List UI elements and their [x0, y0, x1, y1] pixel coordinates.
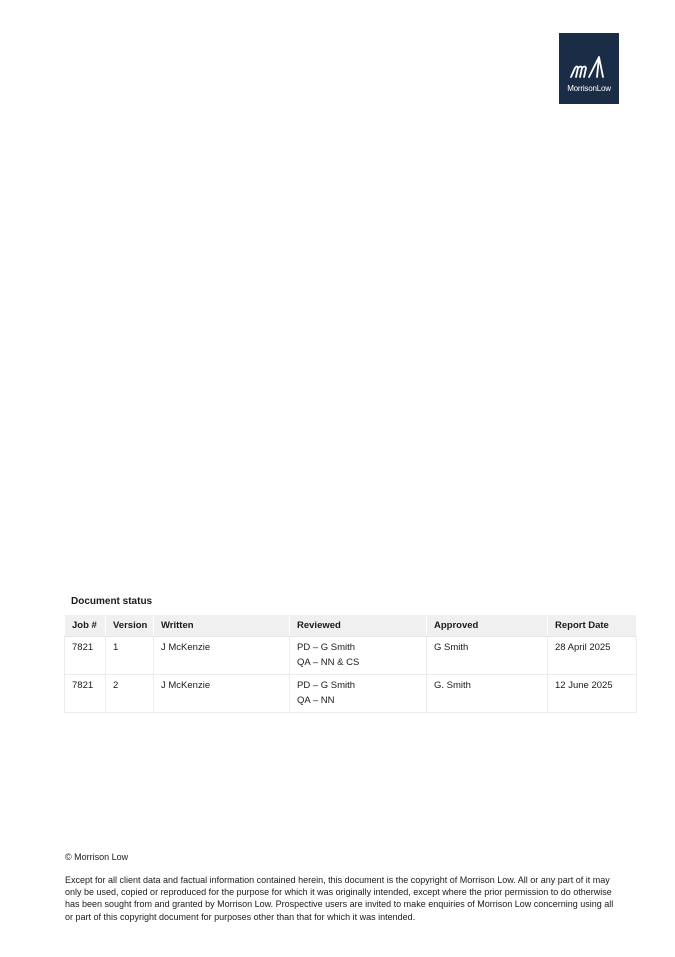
morrison-low-logo — [559, 33, 619, 104]
header-approved: Approved — [427, 615, 548, 637]
document-status-table — [64, 614, 637, 713]
cell-job: 7821 — [65, 675, 106, 713]
cell-reviewed — [290, 637, 427, 675]
table-header-row — [65, 615, 637, 637]
document-status-heading: Document status — [71, 596, 153, 607]
cell-approved: G Smith — [427, 637, 548, 675]
reviewed-line: QA – NN & CS — [297, 656, 360, 668]
header-version: Version — [106, 615, 154, 637]
cell-version: 1 — [106, 637, 154, 675]
cell-approved: G. Smith — [427, 675, 548, 713]
header-report-date: Report Date — [548, 615, 637, 637]
header-reviewed: Reviewed — [290, 615, 427, 637]
copyright-line: © Morrison Low — [65, 852, 129, 862]
cell-report-date: 28 April 2025 — [548, 637, 637, 675]
cell-version: 2 — [106, 675, 154, 713]
table-row — [65, 637, 637, 675]
cell-job: 7821 — [65, 637, 106, 675]
header-written: Written — [154, 615, 290, 637]
logo-mark-icon — [559, 33, 619, 85]
reviewed-line: QA – NN — [297, 694, 335, 706]
cell-written: J McKenzie — [154, 637, 290, 675]
cell-reviewed — [290, 675, 427, 713]
copyright-notice: Except for all client data and factual information contained herein, this document is the copyright of Morrison Low. All or any part of it may only be used, copied or reproduced for the purpose for which it was originally intended, except where the prior permission to do otherwise has been sought from and granted by Morrison Low. Prospective users are invited to make enquiries of Morrison Low concerning using all or part of this copyright document for purposes other than that for which it was intended. — [65, 875, 614, 922]
cell-written: J McKenzie — [154, 675, 290, 713]
logo-brand-text: MorrisonLow — [567, 84, 611, 93]
header-job: Job # — [65, 615, 106, 637]
table-row — [65, 675, 637, 713]
reviewed-line: PD – G Smith — [297, 680, 356, 691]
cell-report-date: 12 June 2025 — [548, 675, 637, 713]
reviewed-line: PD – G Smith — [297, 642, 356, 653]
